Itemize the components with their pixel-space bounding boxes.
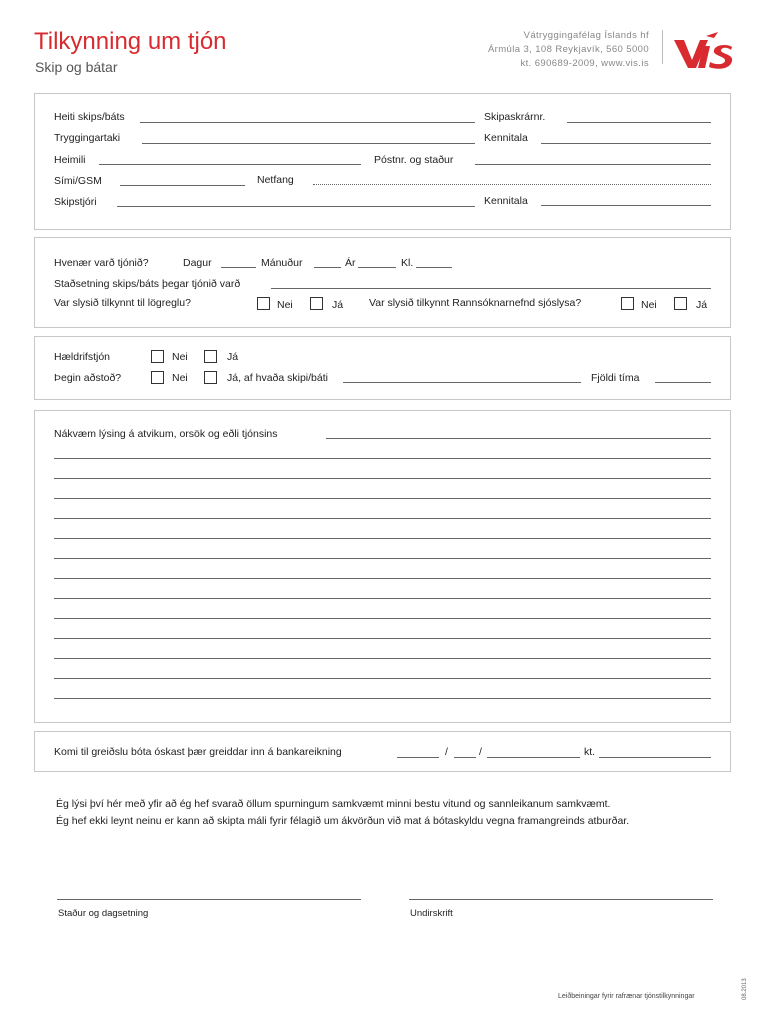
description-line[interactable] [54,498,711,499]
general-damage-no-checkbox[interactable] [151,350,164,363]
ship-name-field[interactable] [140,122,475,123]
description-line-0[interactable] [326,438,711,439]
location-field[interactable] [271,288,711,289]
police-yes-label: Já [332,299,344,311]
description-label: Nákvæm lýsing á atvikum, orsök og eðli tjónsins [54,428,278,440]
account-field[interactable] [487,757,580,758]
general-damage-yes-checkbox[interactable] [204,350,217,363]
bank-label: Komi til greiðslu bóta óskast þær greiddar inn á bankareikning [54,746,342,758]
bank-section [34,731,731,772]
description-line[interactable] [54,558,711,559]
registry-field[interactable] [567,122,711,123]
when-label: Hvenær varð tjónið? [54,257,149,269]
description-line[interactable] [54,458,711,459]
assist-no-label: Nei [172,372,188,384]
assist-question: Þegin aðstoð? [54,372,122,384]
ship-name-label: Heiti skips/báts [54,111,125,123]
assistance-section [34,336,731,400]
id-field-2[interactable] [541,205,711,206]
description-line[interactable] [54,618,711,619]
place-date-label: Staður og dagsetning [58,908,149,919]
general-damage-no-label: Nei [172,351,188,363]
general-damage-label: Hældrifstjón [54,351,111,363]
description-line[interactable] [54,658,711,659]
captain-label: Skipstjóri [54,196,97,208]
description-line[interactable] [54,678,711,679]
signature-label: Undirskrift [410,908,453,919]
description-line[interactable] [54,538,711,539]
description-line[interactable] [54,638,711,639]
header-divider [662,30,663,64]
police-no-label: Nei [277,299,293,311]
description-line[interactable] [54,698,711,699]
home-field[interactable] [99,164,361,165]
email-label: Netfang [257,174,294,186]
id-field-1[interactable] [541,143,711,144]
hours-field[interactable] [655,382,711,383]
hours-label: Fjöldi tíma [591,372,640,384]
company-name: Vátryggingafélag Íslands hf [523,30,649,41]
company-info [488,29,649,71]
time-label: Kl. [401,257,414,269]
year-field[interactable] [358,267,396,268]
day-field[interactable] [221,267,256,268]
description-line[interactable] [54,518,711,519]
email-field[interactable] [313,184,711,185]
description-line[interactable] [54,598,711,599]
month-field[interactable] [314,267,341,268]
insured-field[interactable] [142,143,475,144]
location-label: Staðsetning skips/báts þegar tjónið varð [54,278,241,290]
assist-no-checkbox[interactable] [151,371,164,384]
form-subtitle: Skip og bátar [35,59,118,75]
month-label: Mánuður [261,257,303,269]
home-label: Heimili [54,154,86,166]
police-no-checkbox[interactable] [257,297,270,310]
police-yes-checkbox[interactable] [310,297,323,310]
declaration-line-2: Ég hef ekki leynt neinu er kann að skipta máli fyrir félagið um ákvörðun við mat á bótaskyldu vegna framangreinds atburðar. [56,815,630,827]
board-yes-label: Já [696,299,708,311]
year-label: Ár [345,257,356,269]
bank-slash-1: / [445,746,448,758]
vis-logo [670,30,736,70]
board-yes-checkbox[interactable] [674,297,687,310]
captain-field[interactable] [117,206,475,207]
registry-label: Skipaskrárnr. [484,111,546,123]
place-date-field[interactable] [57,899,361,900]
incident-section [34,237,731,328]
general-damage-yes-label: Já [227,351,239,363]
guide-link[interactable]: Leiðbeiningar fyrir rafrænar tjónstilkynningar [558,993,695,1000]
board-no-checkbox[interactable] [621,297,634,310]
police-question: Var slysið tilkynnt til lögreglu? [54,297,191,309]
assist-yes-checkbox[interactable] [204,371,217,384]
time-field[interactable] [416,267,452,268]
assist-ship-field[interactable] [343,382,581,383]
account-id-field[interactable] [599,757,711,758]
description-section [34,410,731,723]
assist-yes-label: Já, af hvaða skipi/báti [227,372,328,384]
description-line[interactable] [54,478,711,479]
postal-field[interactable] [475,164,711,165]
board-question: Var slysið tilkynnt Rannsóknarnefnd sjóslysa? [369,297,582,309]
board-no-label: Nei [641,299,657,311]
bank-slash-2: / [479,746,482,758]
ledger-field[interactable] [454,757,476,758]
kt-label: kt. [584,746,596,758]
phone-field[interactable] [120,185,245,186]
postal-label: Póstnr. og staður [374,154,454,166]
signature-field[interactable] [409,899,713,900]
company-contact: kt. 690689-2009, www.vis.is [520,58,649,69]
id-label-1: Kennitala [484,132,528,144]
insured-label: Tryggingartaki [54,132,121,144]
day-label: Dagur [183,257,212,269]
declaration-line-1: Ég lýsi því hér með yfir að ég hef svarað öllum spurningum samkvæmt minni bestu vitund og sannleikanum samkvæmt. [56,798,611,810]
owner-section [34,93,731,230]
version-stamp: 08.2013 [742,978,748,1000]
id-label-2: Kennitala [484,195,528,207]
company-address: Ármúla 3, 108 Reykjavík, 560 5000 [487,44,649,55]
phone-label: Sími/GSM [54,175,102,187]
form-title: Tilkynning um tjón [34,28,227,55]
description-line[interactable] [54,578,711,579]
bank-number-field[interactable] [397,757,439,758]
